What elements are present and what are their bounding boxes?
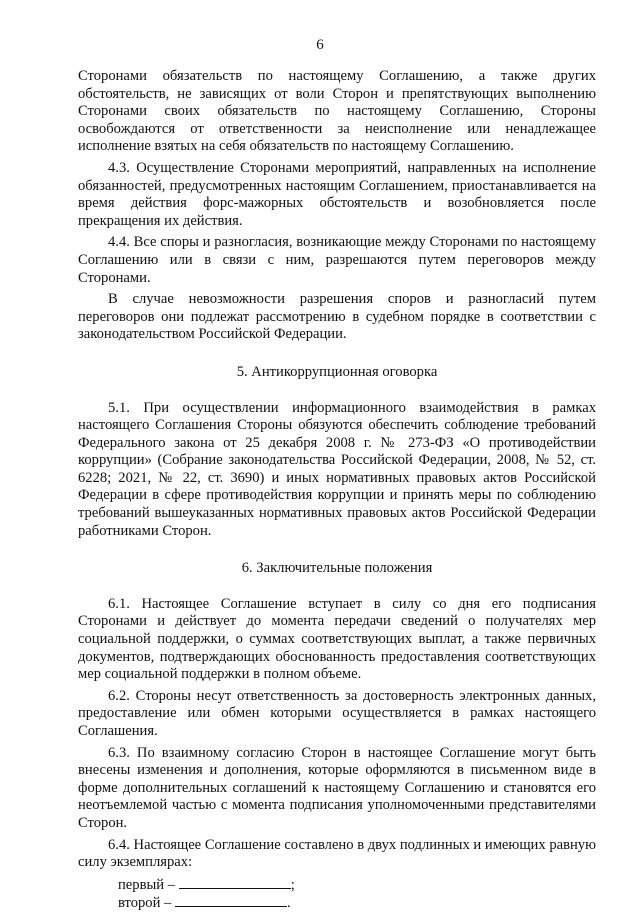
copy-first-end: ; xyxy=(290,876,295,893)
paragraph-5-1: 5.1. При осуществлении информационного взаимодействия в рамках настоящего Соглашения Стороны обязуются обеспечить соблюдение требований Федерального закона от 25 декабря 2008 г. № 273-ФЗ «О противодействии коррупции» (Собрание законодательства Российской Федерации, 2008, № 52, ст. 6228; 2021, № 22, ст. 3690) и иных нормативных правовых актов Российской Федерации в сфере противодействия коррупции и принять меры по соблюдению требований вышеуказанных нормативных правовых актов Российской Федерации работниками Сторон. xyxy=(78,399,596,539)
copy-first-line xyxy=(118,876,596,894)
paragraph-4-3: 4.3. Осуществление Сторонами мероприятий, направленных на исполнение обязанностей, предусмотренных настоящим Соглашением, приостанавливается на время действия форс-мажорных обстоятельств и возобновляется после прекращения их действия. xyxy=(78,159,596,229)
document-body xyxy=(78,68,596,912)
section-6-heading: 6. Заключительные положения xyxy=(241,560,433,577)
section-5-heading: 5. Антикоррупционная оговорка xyxy=(236,363,438,380)
paragraph-4-4-cont: В случае невозможности разрешения споров и разногласий путем переговоров они подлежат рассмотрению в судебном порядке в соответствии с законодательством Российской Федерации. xyxy=(78,291,596,343)
paragraph-6-1: 6.1. Настоящее Соглашение вступает в силу со дня его подписания Сторонами и действует до момента передачи сведений о получателях мер социальной поддержки, о суммах соответствующих выплат, а также первичных документов, подтверждающих обоснованность предоставления соответствующих мер социальной поддержки в полном объеме. xyxy=(78,595,596,683)
page-number: 6 xyxy=(316,37,324,53)
paragraph-6-4: 6.4. Настоящее Соглашение составлено в двух подлинных и имеющих равную силу экземплярах: xyxy=(78,836,596,871)
paragraph-6-3: 6.3. По взаимному согласию Сторон в настоящее Соглашение могут быть внесены изменения и дополнения, которые оформляются в письменном виде в форме дополнительных соглашений к настоящему Соглашению и становятся его неотъемлемой частью с момента подписания уполномоченными представителями Сторон. xyxy=(78,744,596,831)
copy-second-label: второй – xyxy=(118,894,172,911)
copies-list xyxy=(78,876,596,912)
paragraph-6-2: 6.2. Стороны несут ответственность за достоверность электронных данных, предоставление или обмен которыми осуществляется в рамках настоящего Соглашения. xyxy=(78,687,596,739)
copy-first-blank xyxy=(179,876,291,889)
copy-second-line xyxy=(118,894,596,912)
copy-second-end: . xyxy=(287,894,291,911)
paragraph-continuation: Сторонами обязательств по настоящему Соглашению, а также других обстоятельств, не зависящих от воли Сторон и препятствующих выполнению Сторонами своих обязательств по настоящему Соглашению, Стороны освобождаются от ответственности за неисполнение или ненадлежащее исполнение взятых на себя обязательств по настоящему Соглашению. xyxy=(78,68,596,155)
paragraph-4-4: 4.4. Все споры и разногласия, возникающие между Сторонами по настоящему Соглашению или в связи с ним, разрешаются путем переговоров между Сторонами. xyxy=(78,234,596,286)
copy-first-label: первый – xyxy=(118,876,176,893)
